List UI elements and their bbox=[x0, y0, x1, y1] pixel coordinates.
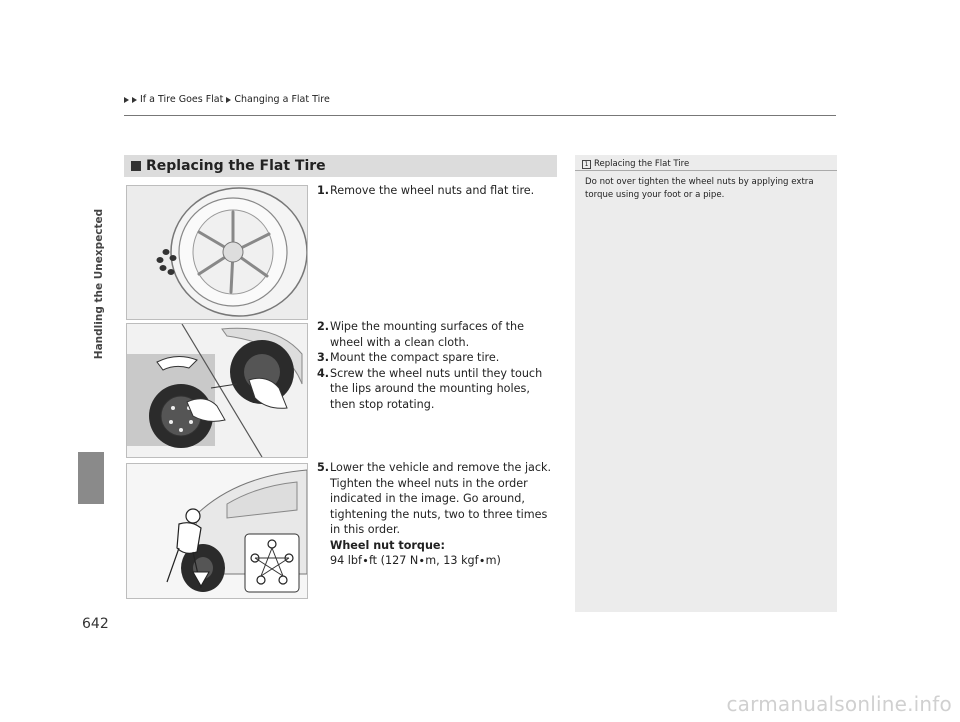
note-title: Replacing the Flat Tire bbox=[594, 159, 690, 169]
figure-remove-wheel bbox=[126, 185, 308, 320]
step-item bbox=[317, 366, 557, 413]
chapter-label: Handling the Unexpected bbox=[93, 208, 105, 360]
breadcrumb-arrow-icon bbox=[132, 97, 137, 103]
torque-value: 94 lbf∙ft (127 N∙m, 13 kgf∙m) bbox=[330, 554, 501, 567]
steps-block-2 bbox=[317, 319, 557, 412]
spare-tire-illustration bbox=[127, 324, 307, 457]
step-text: Screw the wheel nuts until they touch the lips around the mounting holes, then stop rotating. bbox=[330, 366, 543, 411]
note-text: Do not over tighten the wheel nuts by applying extra torque using your foot or a pipe. bbox=[585, 177, 814, 200]
section-heading bbox=[124, 155, 557, 177]
breadcrumb-arrow-icon bbox=[226, 97, 231, 103]
chapter-side-label bbox=[92, 106, 106, 462]
breadcrumb-item-changing-tire[interactable]: Changing a Flat Tire bbox=[234, 94, 330, 105]
step-text: Remove the wheel nuts and flat tire. bbox=[330, 184, 535, 197]
section-title: Replacing the Flat Tire bbox=[146, 158, 326, 174]
step-item bbox=[317, 350, 557, 366]
steps-block-1 bbox=[317, 183, 557, 199]
step-item bbox=[317, 319, 557, 350]
step-number: 2. bbox=[317, 320, 330, 333]
step-text: Lower the vehicle and remove the jack. Tighten the wheel nuts in the order indicated in the image. Go around, tightening the nuts, two to three times in this order. bbox=[330, 461, 552, 536]
breadcrumb-arrow-icon bbox=[124, 97, 129, 103]
step-item bbox=[317, 460, 557, 569]
step-number: 4. bbox=[317, 366, 330, 380]
torque-label: Wheel nut torque: bbox=[330, 538, 445, 552]
wheel-illustration bbox=[127, 186, 307, 319]
breadcrumb bbox=[124, 94, 330, 105]
step-number: 5. bbox=[317, 461, 330, 474]
chapter-tab[interactable] bbox=[78, 452, 104, 504]
breadcrumb-item-flat-tire[interactable]: If a Tire Goes Flat bbox=[140, 94, 224, 105]
step-text: Wipe the mounting surfaces of the wheel with a clean cloth. bbox=[330, 320, 524, 349]
step-text-block bbox=[330, 460, 557, 569]
note-reference-icon: 1 bbox=[582, 160, 591, 169]
step-text: Mount the compact spare tire. bbox=[330, 351, 500, 364]
watermark: carmanualsonline.info bbox=[726, 692, 952, 716]
steps-block-3 bbox=[317, 460, 557, 569]
tighten-illustration bbox=[127, 464, 307, 598]
step-number: 1. bbox=[317, 184, 330, 197]
note-title-row bbox=[582, 159, 689, 169]
page-number: 642 bbox=[82, 616, 109, 632]
figure-tighten-nuts bbox=[126, 463, 308, 599]
note-divider bbox=[575, 170, 837, 171]
header-divider bbox=[124, 115, 836, 116]
section-square-icon bbox=[131, 161, 141, 171]
step-item bbox=[317, 183, 557, 199]
step-number: 3. bbox=[317, 351, 330, 364]
figure-mount-spare bbox=[126, 323, 308, 458]
note-panel bbox=[575, 155, 837, 612]
